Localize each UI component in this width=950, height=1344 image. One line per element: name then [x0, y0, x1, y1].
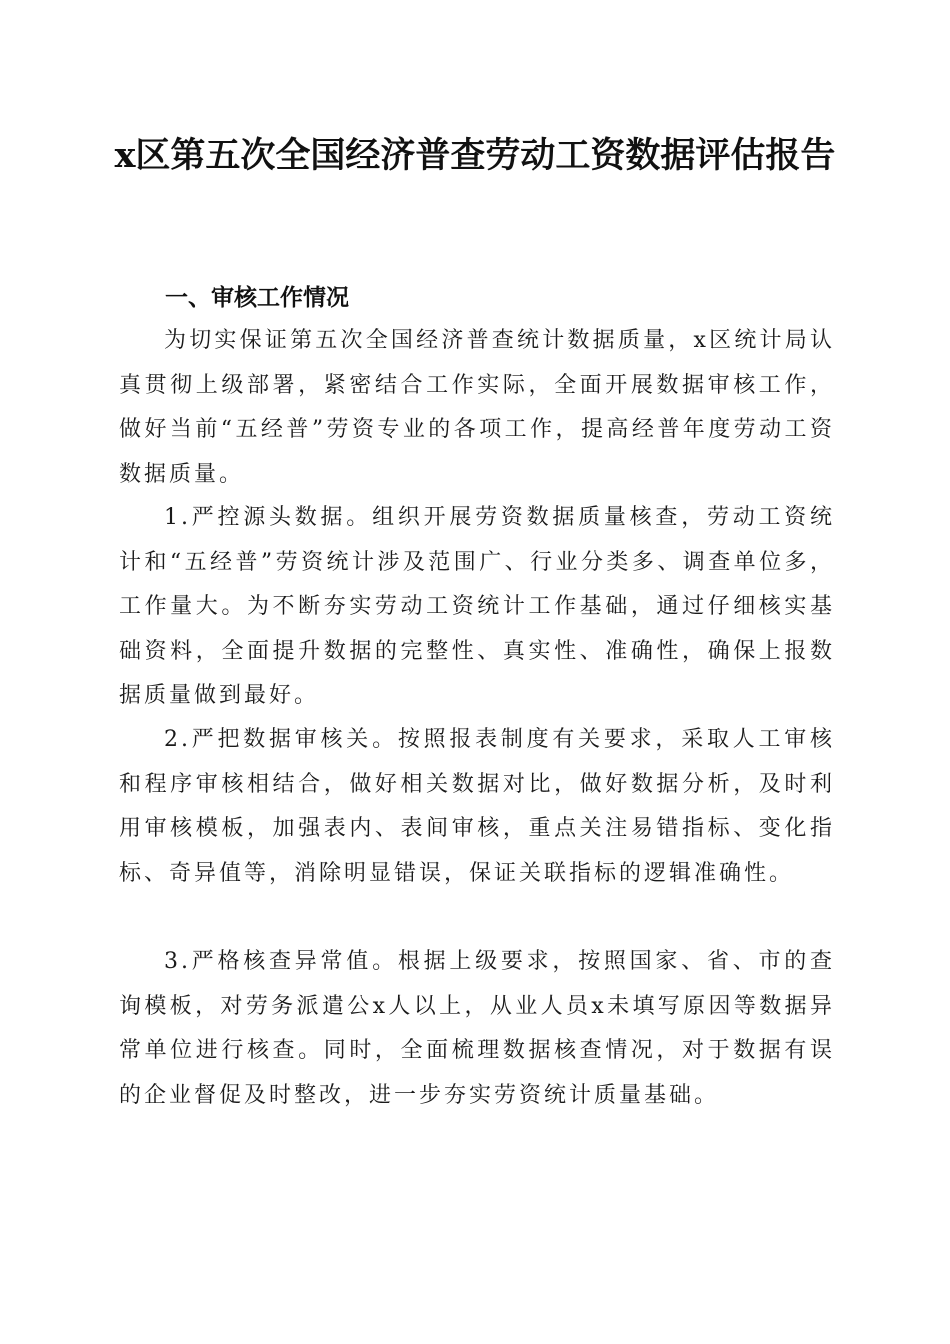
section-heading: 一、审核工作情况: [165, 285, 349, 311]
paragraph-item-1: 1.严控源头数据。组织开展劳资数据质量核查，劳动工资统计和“五经普”劳资统计涉及范围广、行业分类多、调查单位多，工作量大。为不断夯实劳动工资统计工作基础，通过仔细核实基础资料，全面提升数据的完整性、真实性、准确性，确保上报数据质量做到最好。: [119, 505, 835, 708]
paragraph-item-3: 3.严格核查异常值。根据上级要求，按照国家、省、市的查询模板，对劳务派遣公x人以上，从业人员x未填写原因等数据异常单位进行核查。同时，全面梳理数据核查情况，对于数据有误的企业督促及时整改，进一步夯实劳资统计质量基础。: [119, 949, 835, 1108]
paragraph-item-2: 2.严把数据审核关。按照报表制度有关要求，采取人工审核和程序审核相结合，做好相关数据对比，做好数据分析，及时利用审核模板，加强表内、表间审核，重点关注易错指标、变化指标、奇异值等，消除明显错误，保证关联指标的逻辑准确性。: [119, 727, 835, 886]
document-title: x区第五次全国经济普查劳动工资数据评估报告: [114, 135, 836, 176]
paragraph-intro: 为切实保证第五次全国经济普查统计数据质量，x区统计局认真贯彻上级部署，紧密结合工作实际，全面开展数据审核工作，做好当前“五经普”劳资专业的各项工作，提高经普年度劳动工资数据质量。: [119, 328, 835, 487]
